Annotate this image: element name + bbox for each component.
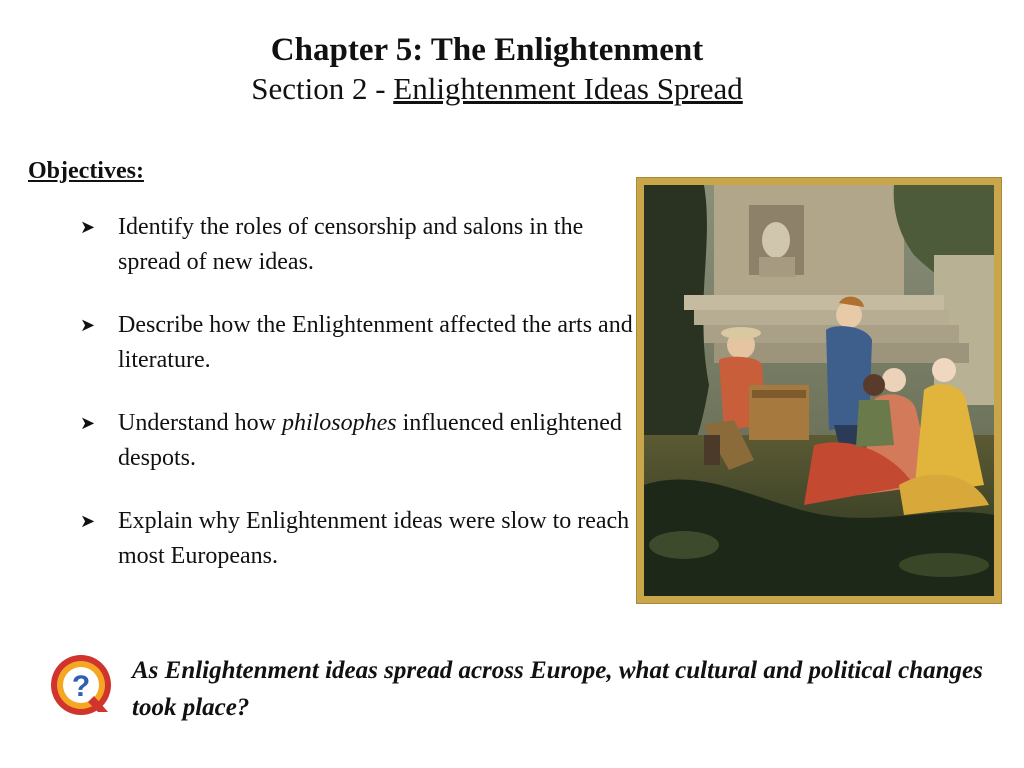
- objective-text: Explain why Enlightenment ideas were slow to reach most Europeans: [118, 508, 630, 569]
- objective-text: Describe how the Enlightenment affected the arts and literature.: [118, 312, 633, 373]
- objective-item: [80, 308, 640, 378]
- question-mark-icon: [48, 652, 114, 718]
- painting-image: [637, 178, 1001, 603]
- arrow-bullet-icon: ➤: [80, 413, 96, 433]
- arrow-bullet-icon: ➤: [80, 315, 96, 335]
- objective-item: [80, 504, 640, 574]
- objective-text-after: influenced enlightened despots.: [118, 410, 622, 471]
- objective-text: Identify the roles of censorship and salons in the spread of new ideas.: [118, 214, 584, 275]
- arrow-bullet-icon: ➤: [80, 511, 96, 531]
- objectives-label: Objectives:: [28, 158, 144, 184]
- objective-item: [80, 210, 640, 280]
- objective-text-after: .: [271, 543, 278, 569]
- objectives-list: [80, 210, 640, 602]
- objective-italic: philosophes: [281, 410, 397, 436]
- subtitle-underlined: Enlightenment Ideas Spread: [393, 71, 743, 106]
- focus-question: As Enlightenment ideas spread across Europe, what cultural and political changes took place?: [132, 657, 983, 721]
- page-title: Chapter 5: The Enlightenment: [270, 32, 704, 68]
- svg-text:?: ?: [71, 670, 91, 703]
- painting-illustration: [644, 185, 994, 596]
- title-block: [0, 30, 1024, 108]
- page-subtitle: [0, 70, 1024, 108]
- subtitle-prefix: Section 2 -: [251, 71, 394, 106]
- arrow-bullet-icon: ➤: [80, 217, 96, 237]
- objective-item: [80, 406, 640, 476]
- objective-text: Understand how: [118, 410, 282, 436]
